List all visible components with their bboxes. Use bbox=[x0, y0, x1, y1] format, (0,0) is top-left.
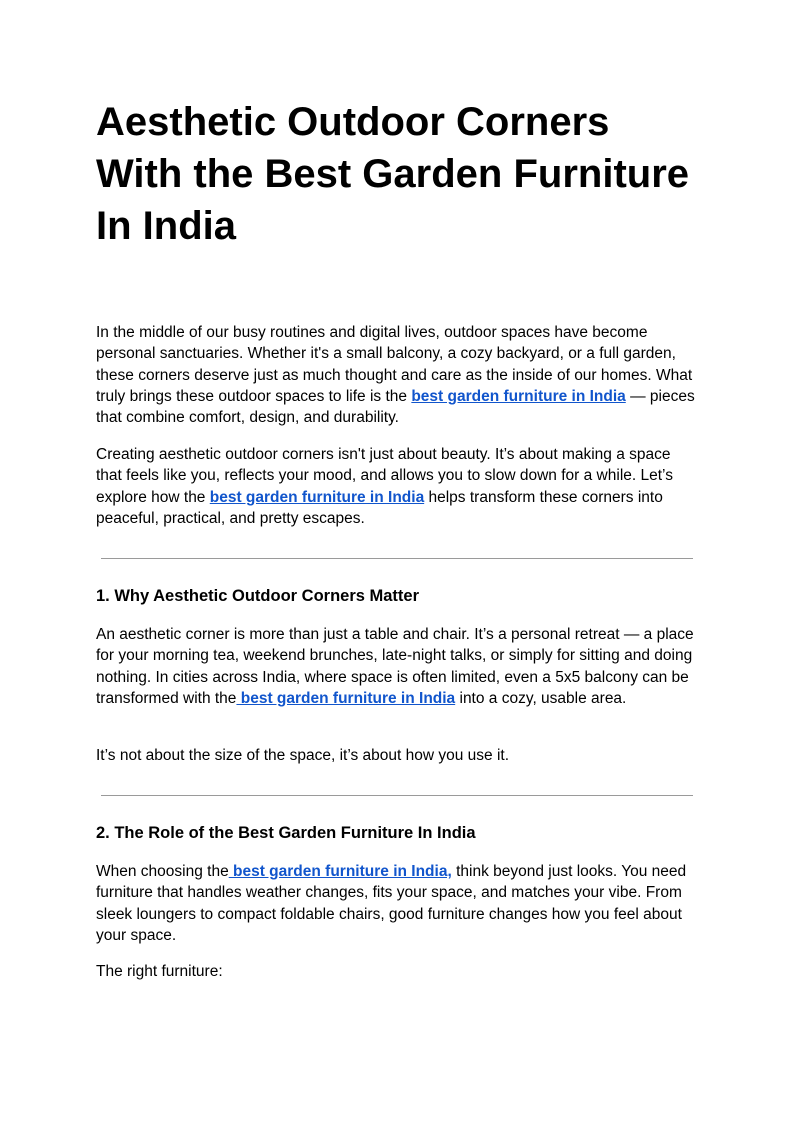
section-1-paragraph-2: It’s not about the size of the space, it’s about how you use it. bbox=[96, 747, 510, 764]
garden-furniture-link-4[interactable]: best garden furniture in India, bbox=[228, 863, 452, 880]
intro-p2-text-start: Creating aesthetic outdoor corners isn't just about beauty. It’s about making a space that feels like you, reflects your mood, and allows you to slow down for a while. Let’s explore how the bbox=[96, 446, 673, 506]
horizontal-divider-1 bbox=[101, 558, 693, 559]
intro-paragraph-1 bbox=[96, 322, 696, 428]
section-2-paragraph-1 bbox=[96, 861, 696, 946]
intro-p2-text-end: helps transform these corners into peaceful, practical, and pretty escapes. bbox=[96, 488, 663, 527]
section-2-paragraph-2: The right furniture: bbox=[96, 963, 223, 980]
intro-p1-text-end: — pieces that combine comfort, design, and durability. bbox=[96, 387, 695, 427]
garden-furniture-link-2[interactable]: best garden furniture in India bbox=[209, 488, 425, 506]
section-2-heading: 2. The Role of the Best Garden Furniture In India bbox=[96, 824, 476, 842]
intro-p1-text-start: In the middle of our busy routines and digital lives, outdoor spaces have become personal sanctuaries. Whether it's a small balcony, a cozy backyard, or a full garden, these corners deserve just as much thought and care as the inside of our homes. What truly brings these outdoor spaces to life is the bbox=[96, 324, 693, 405]
garden-furniture-link-1[interactable]: best garden furniture in India bbox=[411, 387, 626, 405]
section-1-paragraph-1 bbox=[96, 624, 696, 709]
section-1-p1-text-start: An aesthetic corner is more than just a table and chair. It’s a personal retreat — a place for your morning tea, weekend brunches, late-night talks, or simply for sitting and doing nothing. In cities across India, where space is often limited, even a 5x5 balcony can be transformed with the bbox=[96, 626, 694, 707]
section-1-heading: 1. Why Aesthetic Outdoor Corners Matter bbox=[96, 587, 420, 605]
section-2-p1-text-end: think beyond just looks. You need furniture that handles weather changes, fits your space, and matches your vibe. From sleek loungers to compact foldable chairs, good furniture changes how you feel about your space. bbox=[96, 863, 687, 944]
intro-paragraph-2 bbox=[96, 444, 696, 529]
horizontal-divider-2 bbox=[101, 795, 693, 796]
section-2-p1-text-start: When choosing the bbox=[96, 863, 229, 880]
page-title: Aesthetic Outdoor Corners With the Best Garden Furniture In India bbox=[96, 100, 690, 248]
section-1-p1-text-end: into a cozy, usable area. bbox=[455, 689, 627, 707]
garden-furniture-link-3[interactable]: best garden furniture in India bbox=[236, 689, 456, 707]
